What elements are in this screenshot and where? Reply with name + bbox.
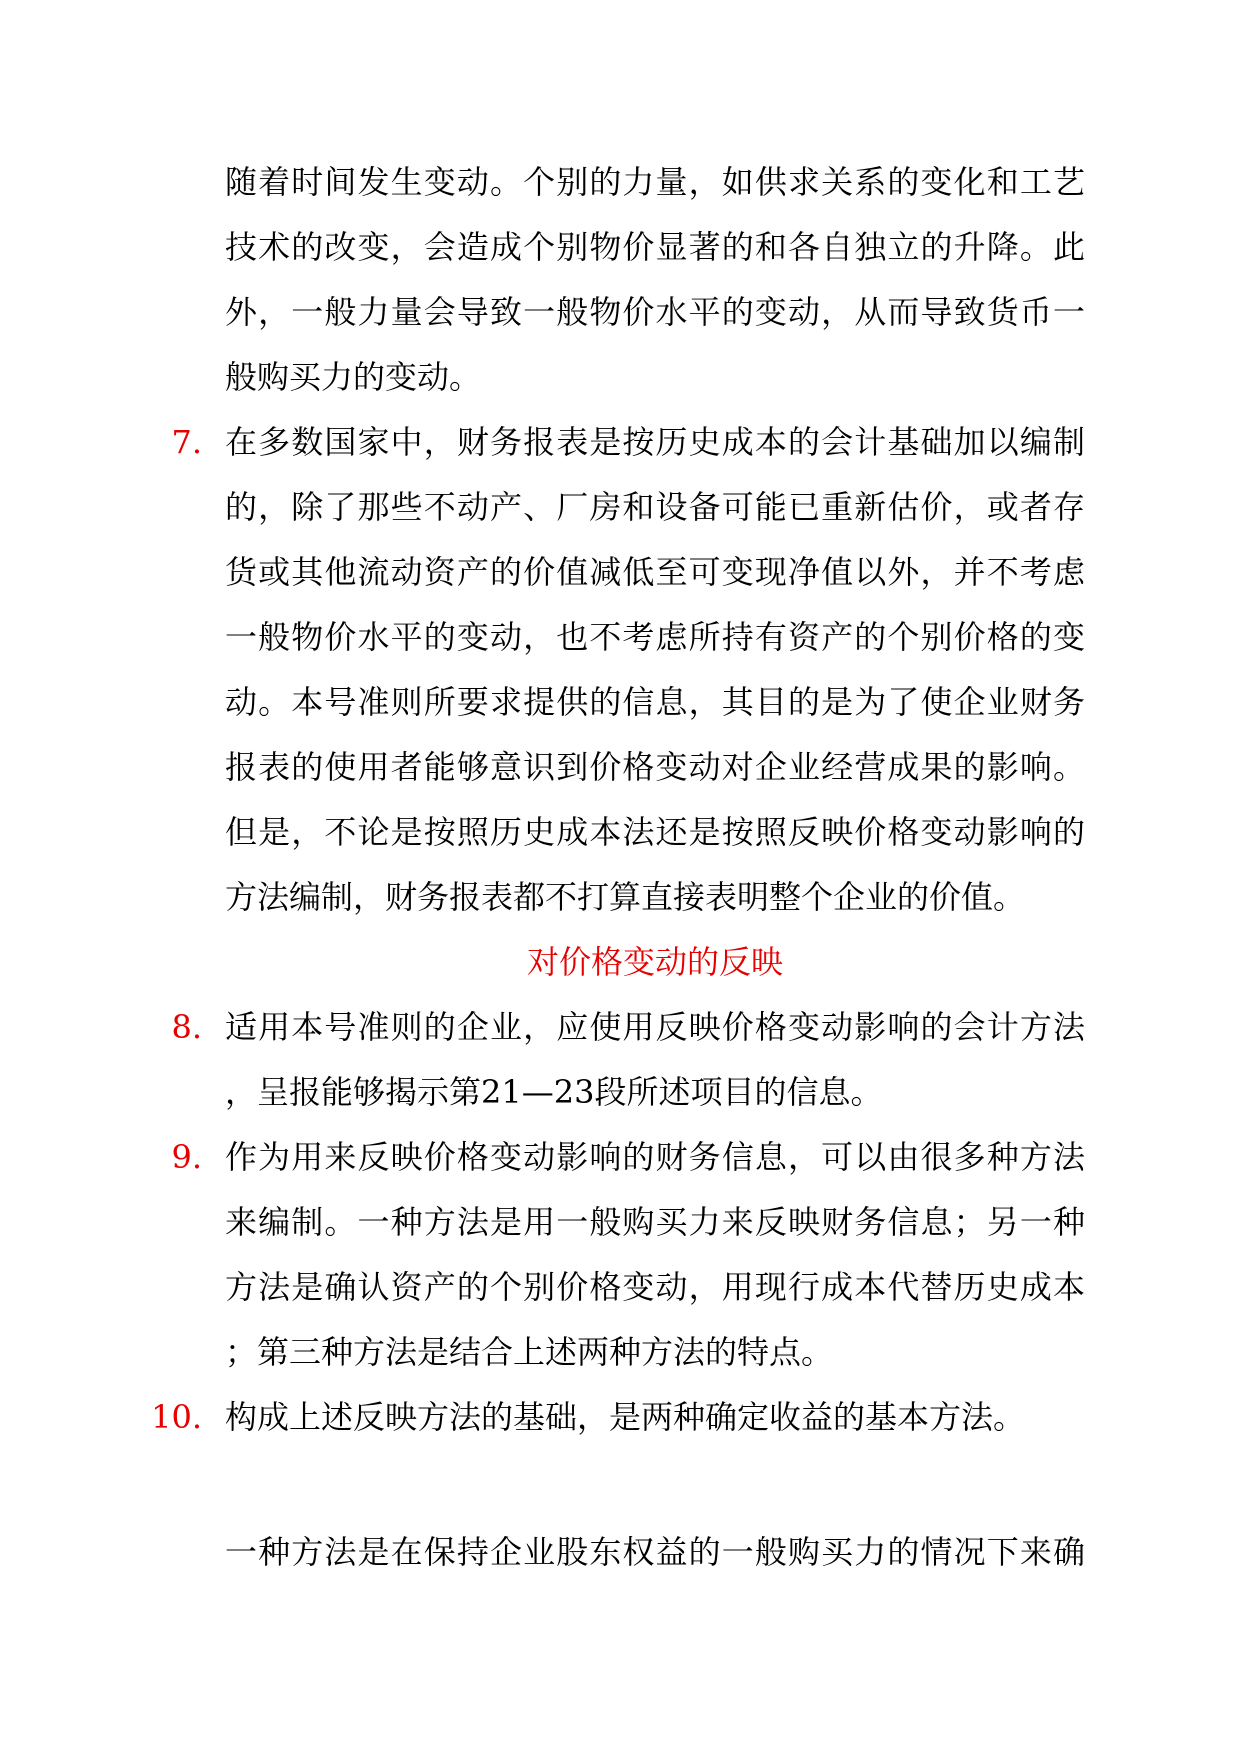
para-7-line-6: 报表的使用者能够意识到价格变动对企业经营成果的影响。 [225, 748, 1085, 786]
para-8-number: 8. [171, 1008, 202, 1046]
para-7-line-4: 一般物价水平的变动，也不考虑所持有资产的个别价格的变 [225, 618, 1085, 656]
para-6-line-1: 随着时间发生变动。个别的力量，如供求关系的变化和工艺 [225, 163, 1085, 201]
para-9-line-4: ；第三种方法是结合上述两种方法的特点。 [225, 1333, 834, 1371]
para-8-line-1: 适用本号准则的企业，应使用反映价格变动影响的会计方法 [225, 1008, 1085, 1046]
para-7-line-1: 在多数国家中，财务报表是按历史成本的会计基础加以编制 [225, 423, 1085, 461]
para-11-line-1: 一种方法是在保持企业股东权益的一般购买力的情况下来确 [225, 1533, 1085, 1571]
para-7-line-3: 货或其他流动资产的价值减低至可变现净值以外，并不考虑 [225, 553, 1085, 591]
para-7-line-5: 动。本号准则所要求提供的信息，其目的是为了使企业财务 [225, 683, 1085, 721]
para-10-number: 10. [151, 1398, 202, 1436]
para-7-number: 7. [171, 423, 202, 461]
para-10-line-1: 构成上述反映方法的基础，是两种确定收益的基本方法。 [225, 1398, 1026, 1436]
para-7-line-7: 但是，不论是按照历史成本法还是按照反映价格变动影响的 [225, 813, 1085, 851]
para-6-line-3: 外，一般力量会导致一般物价水平的变动，从而导致货币一 [225, 293, 1085, 331]
para-8-line-2: ，呈报能够揭示第21—23段所述项目的信息。 [225, 1073, 883, 1111]
para-9-line-2: 来编制。一种方法是用一般购买力来反映财务信息；另一种 [225, 1203, 1085, 1241]
para-7-line-8: 方法编制，财务报表都不打算直接表明整个企业的价值。 [225, 878, 1026, 916]
para-6-line-4: 般购买力的变动。 [225, 358, 482, 396]
para-6-line-2: 技术的改变，会造成个别物价显著的和各自独立的升降。此 [225, 228, 1085, 266]
para-9-number: 9. [171, 1138, 202, 1176]
section-heading: 对价格变动的反映 [526, 943, 783, 981]
para-9-line-3: 方法是确认资产的个别价格变动，用现行成本代替历史成本 [225, 1268, 1085, 1306]
para-9-line-1: 作为用来反映价格变动影响的财务信息，可以由很多种方法 [225, 1138, 1085, 1176]
para-7-line-2: 的，除了那些不动产、厂房和设备可能已重新估价，或者存 [225, 488, 1085, 526]
